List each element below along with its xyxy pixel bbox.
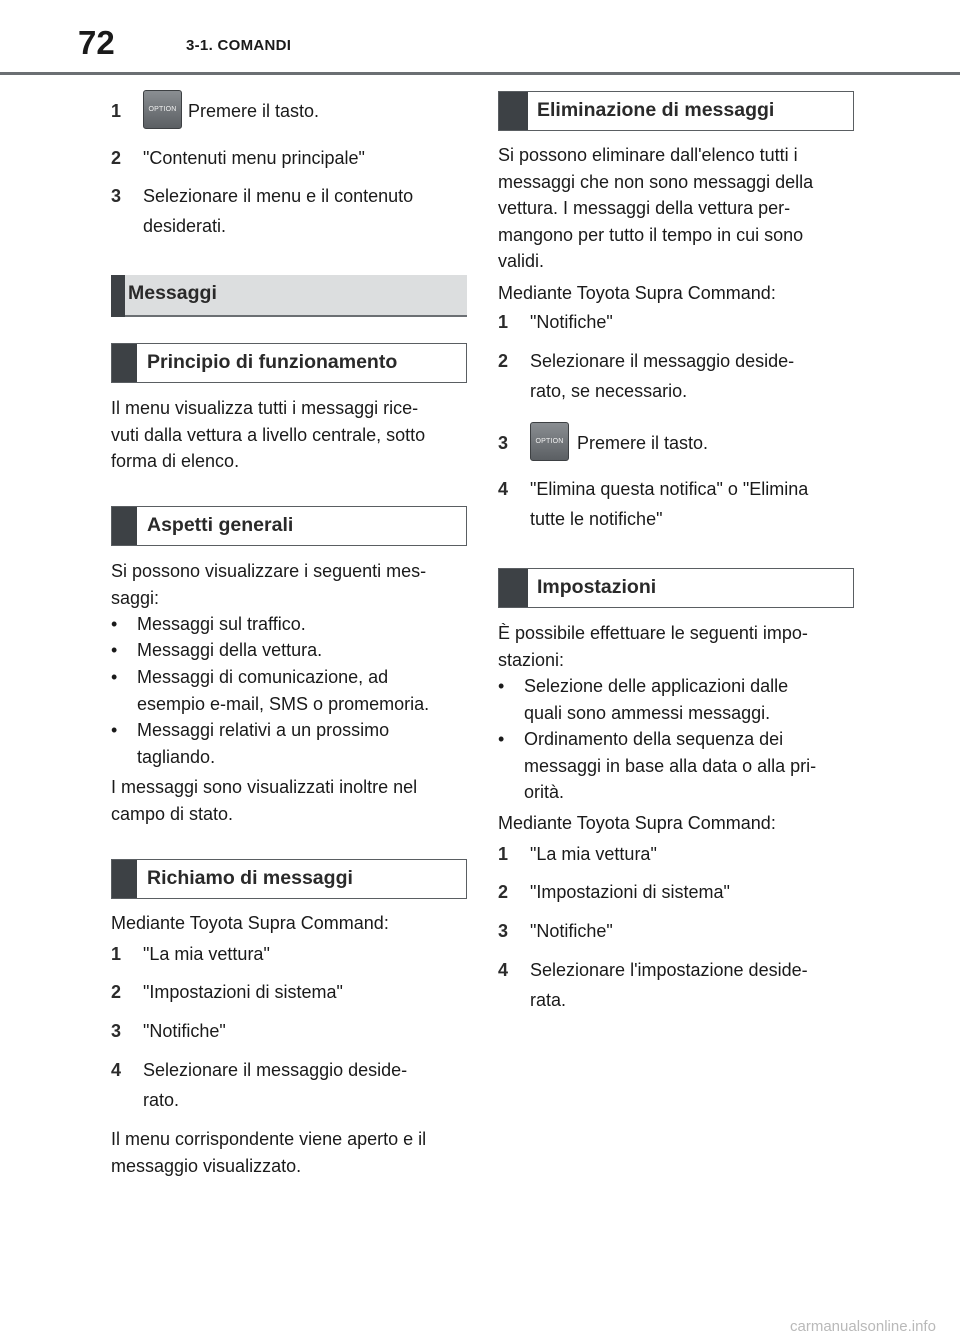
subsection-heading-impostazioni bbox=[498, 568, 854, 608]
step-text-line-2: desiderati. bbox=[143, 216, 227, 236]
step-text-line-2: tutte le notifiche" bbox=[530, 509, 663, 529]
text-line: messaggio visualizzato. bbox=[111, 1155, 302, 1176]
text-line: Si possono visualizzare i seguenti mes- bbox=[111, 561, 427, 581]
bullet-marker: • bbox=[111, 667, 118, 687]
step-text: "Notifiche" bbox=[143, 1021, 226, 1041]
subsection-heading-richiamo bbox=[111, 859, 467, 899]
text-line: Il menu corrispondente viene aperto e il bbox=[111, 1129, 427, 1149]
step-number: 3 bbox=[498, 433, 509, 453]
heading-label: Principio di funzionamento bbox=[147, 351, 398, 373]
heading-bar bbox=[499, 92, 528, 130]
text-line: mangono per tutto il tempo in cui sono bbox=[498, 224, 804, 245]
step-text: "La mia vettura" bbox=[143, 944, 270, 964]
bullet-text-line-1: Messaggi relativi a un prossimo bbox=[137, 720, 390, 740]
richiamo-outro bbox=[111, 1126, 426, 1179]
bullet-marker: • bbox=[111, 614, 118, 634]
step-number: 2 bbox=[111, 982, 122, 1002]
step-number: 3 bbox=[111, 186, 122, 206]
step-text-line-2: rata. bbox=[530, 990, 567, 1010]
eliminazione-paragraph bbox=[498, 142, 813, 275]
bullet-marker: • bbox=[498, 676, 505, 696]
aspetti-outro bbox=[111, 774, 417, 827]
principio-paragraph bbox=[111, 395, 425, 475]
richiamo-intro: Mediante Toyota Supra Command: bbox=[111, 913, 389, 933]
impostazioni-command: Mediante Toyota Supra Command: bbox=[498, 813, 776, 833]
step-number: 1 bbox=[111, 944, 122, 964]
bullet-text-line-2: tagliando. bbox=[137, 746, 216, 767]
step-text: Premere il tasto. bbox=[188, 101, 320, 121]
option-button-icon: OPTION bbox=[530, 422, 569, 461]
step-text-line-1: Selezionare l'impostazione deside- bbox=[530, 960, 808, 980]
text-line: È possibile effettuare le seguenti impo- bbox=[498, 623, 808, 643]
heading-label: Impostazioni bbox=[537, 576, 657, 598]
section-heading-messaggi bbox=[111, 275, 467, 317]
heading-label: Aspetti generali bbox=[147, 514, 294, 536]
bullet-text-line-1: Selezione delle applicazioni dalle bbox=[524, 676, 789, 696]
text-line: validi. bbox=[498, 251, 545, 271]
option-button-icon: OPTION bbox=[143, 90, 182, 129]
step-text: "Impostazioni di sistema" bbox=[530, 882, 730, 902]
bullet-marker: • bbox=[498, 729, 505, 749]
heading-label: Messaggi bbox=[128, 282, 217, 304]
step-text: "Notifiche" bbox=[530, 921, 613, 941]
step-number: 4 bbox=[111, 1060, 122, 1080]
bullet-marker: • bbox=[111, 640, 118, 660]
text-line: saggi: bbox=[111, 587, 160, 608]
text-line: I messaggi sono visualizzati inoltre nel bbox=[111, 777, 418, 797]
heading-bar bbox=[499, 569, 528, 607]
step-number: 2 bbox=[111, 148, 122, 168]
step-number: 1 bbox=[498, 312, 509, 332]
step-number: 2 bbox=[498, 351, 509, 371]
bullet-text-line-1: Ordinamento della sequenza dei bbox=[524, 729, 784, 749]
text-line: forma di elenco. bbox=[111, 451, 240, 471]
text-line: Il menu visualizza tutti i messaggi rice- bbox=[111, 398, 419, 418]
step-number: 1 bbox=[498, 844, 509, 864]
bullet-marker: • bbox=[111, 720, 118, 740]
text-line: Si possono eliminare dall'elenco tutti i bbox=[498, 145, 798, 165]
subsection-heading-eliminazione bbox=[498, 91, 854, 131]
bullet-text: Messaggi sul traffico. bbox=[137, 614, 306, 634]
heading-bar bbox=[112, 507, 137, 545]
step-text: "La mia vettura" bbox=[530, 844, 657, 864]
step-text-line-2: rato, se necessario. bbox=[530, 381, 688, 401]
header-divider bbox=[0, 72, 960, 75]
subsection-heading-aspetti bbox=[111, 506, 467, 546]
step-number: 4 bbox=[498, 960, 509, 980]
step-number: 1 bbox=[111, 101, 122, 121]
step-text: "Notifiche" bbox=[530, 312, 613, 332]
step-text-line-1: Selezionare il messaggio deside- bbox=[143, 1060, 408, 1080]
text-line: vettura. I messaggi della vettura per- bbox=[498, 198, 791, 218]
step-text-line-1: Selezionare il messaggio deside- bbox=[530, 351, 795, 371]
heading-bar bbox=[112, 860, 137, 898]
eliminazione-intro: Mediante Toyota Supra Command: bbox=[498, 283, 776, 303]
step-text-line-1: Selezionare il menu e il contenuto bbox=[143, 186, 414, 206]
chapter-title: 3-1. COMANDI bbox=[186, 37, 292, 54]
bullet-text-line-1: Messaggi di comunicazione, ad bbox=[137, 667, 389, 687]
step-text: "Impostazioni di sistema" bbox=[143, 982, 343, 1002]
step-text: Premere il tasto. bbox=[577, 433, 709, 453]
heading-label: Eliminazione di messaggi bbox=[537, 99, 775, 121]
text-line: messaggi che non sono messaggi della bbox=[498, 171, 814, 192]
step-text-line-2: rato. bbox=[143, 1090, 180, 1110]
heading-bar bbox=[111, 275, 125, 317]
heading-label: Richiamo di messaggi bbox=[147, 867, 353, 889]
heading-bar bbox=[112, 344, 137, 382]
watermark: carmanualsonline.info bbox=[790, 1318, 936, 1335]
step-number: 3 bbox=[111, 1021, 122, 1041]
impostazioni-intro bbox=[498, 620, 808, 673]
text-line: campo di stato. bbox=[111, 803, 234, 824]
page-number: 72 bbox=[78, 24, 115, 61]
aspetti-intro bbox=[111, 558, 426, 611]
step-text-line-1: "Elimina questa notifica" o "Elimina bbox=[530, 479, 809, 499]
text-line: stazioni: bbox=[498, 649, 565, 670]
step-number: 2 bbox=[498, 882, 509, 902]
bullet-text-line-3: orità. bbox=[524, 782, 565, 802]
page-header bbox=[0, 0, 960, 76]
subsection-heading-principio bbox=[111, 343, 467, 383]
bullet-text-line-2: quali sono ammessi messaggi. bbox=[524, 702, 771, 723]
step-number: 3 bbox=[498, 921, 509, 941]
bullet-text-line-2: messaggi in base alla data o alla pri- bbox=[524, 755, 817, 776]
bullet-text: Messaggi della vettura. bbox=[137, 640, 323, 660]
bullet-text-line-2: esempio e-mail, SMS o promemoria. bbox=[137, 693, 430, 714]
text-line: vuti dalla vettura a livello centrale, sotto bbox=[111, 424, 426, 445]
step-text: "Contenuti menu principale" bbox=[143, 148, 365, 168]
step-number: 4 bbox=[498, 479, 509, 499]
